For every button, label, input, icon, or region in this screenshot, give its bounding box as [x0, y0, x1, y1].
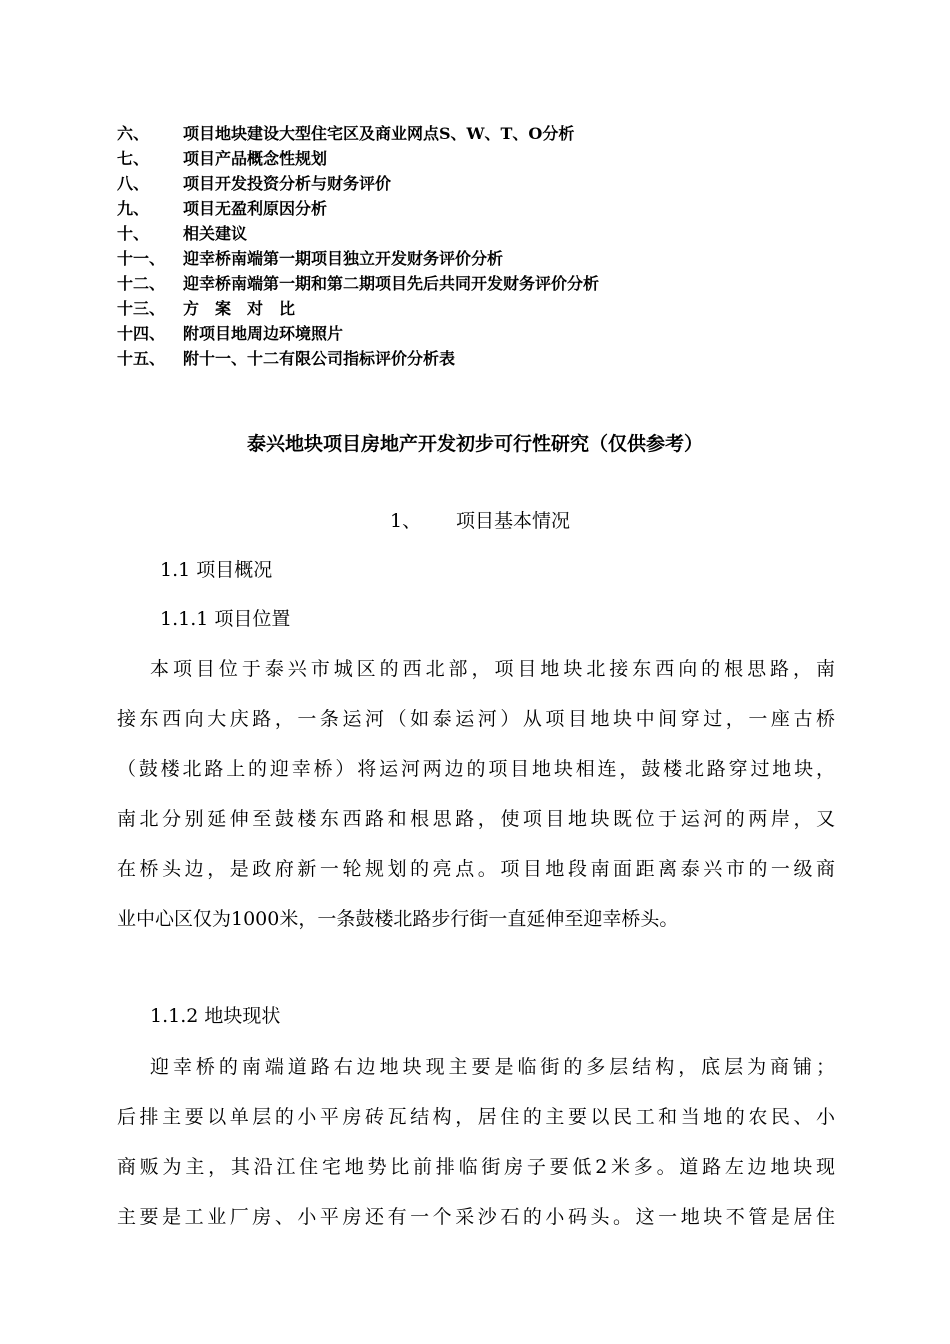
paragraph-line: 本项目位于泰兴市城区的西北部，项目地块北接东西向的根思路，南	[150, 658, 835, 680]
toc-item-number: 八、	[117, 174, 150, 193]
section-number: 1、	[390, 510, 422, 532]
table-of-contents	[117, 121, 877, 371]
document-title: 泰兴地块项目房地产开发初步可行性研究（仅供参考）	[246, 433, 703, 455]
subsection-heading-1-1-2: 1.1.2 地块现状	[150, 1005, 281, 1027]
toc-item-text: 项目开发投资分析与财务评价	[183, 174, 392, 193]
toc-item-number: 十三、	[117, 299, 166, 318]
toc-item-number: 十、	[117, 224, 150, 243]
paragraph-line: 业中心区仅为1000米，一条鼓楼北路步行街一直延伸至迎幸桥头。	[117, 908, 679, 930]
toc-item	[117, 146, 877, 171]
toc-item-text: 相关建议	[183, 224, 248, 243]
toc-item	[117, 171, 877, 196]
paragraph-line: （鼓楼北路上的迎幸桥）将运河两边的项目地块相连，鼓楼北路穿过地块，	[117, 758, 835, 780]
toc-item	[117, 296, 877, 321]
paragraph-line: 南北分别延伸至鼓楼东西路和根思路，使项目地块既位于运河的两岸，又	[117, 808, 835, 830]
paragraph-line: 商贩为主，其沿江住宅地势比前排临街房子要低2米多。道路左边地块现	[117, 1156, 835, 1178]
toc-item-text: 项目产品概念性规划	[183, 149, 328, 168]
toc-item	[117, 346, 877, 371]
toc-item	[117, 271, 877, 296]
section-title: 项目基本情况	[456, 510, 571, 532]
toc-item	[117, 246, 877, 271]
subsection-heading-1-1: 1.1 项目概况	[160, 559, 273, 581]
subsection-heading-1-1-1: 1.1.1 项目位置	[160, 608, 291, 630]
toc-item	[117, 196, 877, 221]
toc-item	[117, 221, 877, 246]
toc-item-number: 九、	[117, 199, 150, 218]
paragraph-line: 在桥头边，是政府新一轮规划的亮点。项目地段南面距离泰兴市的一级商	[117, 858, 835, 880]
paragraph-line: 迎幸桥的南端道路右边地块现主要是临街的多层结构，底层为商铺；	[150, 1056, 835, 1078]
toc-item-number: 十四、	[117, 324, 166, 343]
toc-item-number: 十一、	[117, 249, 166, 268]
toc-item	[117, 321, 877, 346]
paragraph-line: 接东西向大庆路，一条运河（如泰运河）从项目地块中间穿过，一座古桥	[117, 708, 835, 730]
toc-item-text: 项目地块建设大型住宅区及商业网点S、W、T、O分析	[183, 124, 575, 143]
toc-item-text: 项目无盈利原因分析	[183, 199, 328, 218]
section-heading	[390, 507, 570, 535]
paragraph-line: 主要是工业厂房、小平房还有一个采沙石的小码头。这一地块不管是居住	[117, 1206, 835, 1228]
toc-item	[117, 121, 877, 146]
paragraph-project-location	[117, 644, 835, 944]
toc-item-number: 六、	[117, 124, 150, 143]
toc-item-text: 迎幸桥南端第一期项目独立开发财务评价分析	[183, 249, 504, 268]
toc-item-text: 附项目地周边环境照片	[183, 324, 344, 343]
toc-item-number: 七、	[117, 149, 150, 168]
paragraph-line: 后排主要以单层的小平房砖瓦结构，居住的主要以民工和当地的农民、小	[117, 1106, 835, 1128]
toc-item-number: 十二、	[117, 274, 166, 293]
toc-item-number: 十五、	[117, 349, 166, 368]
paragraph-site-status	[117, 1042, 835, 1242]
toc-item-text: 迎幸桥南端第一期和第二期项目先后共同开发财务评价分析	[183, 274, 600, 293]
toc-item-text: 方 案 对 比	[183, 299, 296, 318]
toc-item-text: 附十一、十二有限公司指标评价分析表	[183, 349, 456, 368]
